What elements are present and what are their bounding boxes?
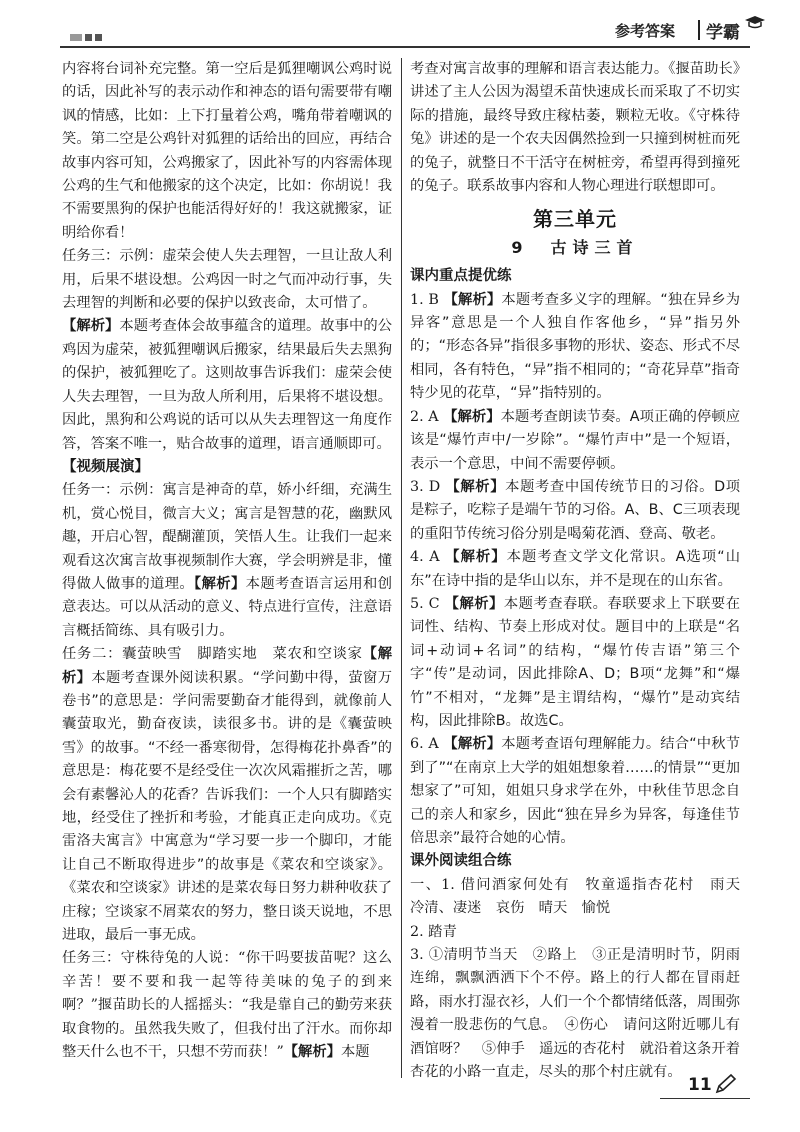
question-answer: 3. D 【解析】本题考查中国传统节日的习俗。D项是粽子，吃粽子是端午节的习俗。A、B、C三项表现的重阳节传统习俗分别是喝菊花酒、登高、敬老。	[410, 478, 741, 542]
unit-title: 第三单元	[533, 207, 617, 232]
question-answer: 1. B 【解析】本题考查多义字的理解。“独在异乡为异客”意思是一个人独自作客他乡，“异”指另外的；“形态各异”指很多事物的形状、姿态、形式不尽相同，各有特色，“异”指不相同的；“奇花异草”指奇特少见的花草，“异”指特别的。	[410, 291, 741, 402]
page-number: 11	[688, 1075, 712, 1095]
column-divider	[401, 58, 402, 1078]
reading-answer: 2. 踏青	[410, 923, 457, 940]
task-two-answer: 任务二：囊萤映雪 脚踏实地 菜农和空谈家【解析】本题考查课外阅读积累。“学问勤中得，萤窗万卷书”的意思是：学问需要勤奋才能得到，就像前人囊萤取光，勤奋夜读，读很多书。讲的是《囊萤映雪》的故事。“不经一番寒彻骨，怎得梅花扑鼻香”的意思是：梅花要不是经受住一次次风霜摧折之苦，哪会有素馨沁人的花香？告诉我们：一个人只有脚踏实地，经受住了挫折和考验，才能真正走向成功。《克雷洛夫寓言》中寓意为“学习要一步一个脚印，才能让自己不断取得进步”的故事是《菜农和空谈家》。《菜农和空谈家》讲述的是菜农每日努力耕种收获了庄稼；空谈家不屑菜农的努力，整日谈天说地，不思进取，最后一事无成。	[62, 646, 393, 944]
lesson-title: 9 古诗三首	[511, 237, 639, 257]
question-answer: 4. A 【解析】本题考查文学文化常识。A选项“山东”在诗中指的是华山以东，并不是现在的山东省。	[410, 549, 741, 589]
inclass-practice-heading: 课内重点提优练	[410, 268, 512, 285]
analysis-tag: 【解析】	[443, 736, 502, 753]
footer-rule	[660, 1098, 750, 1099]
question-answer: 2. A 【解析】本题考查朗读节奏。A项正确的停顿应该是“爆竹声中/一岁除”。“爆竹声中”是一个短语，表示一个意思，中间不需要停顿。	[410, 408, 741, 472]
analysis-tag: 【解析】	[62, 646, 393, 686]
right-column	[410, 58, 755, 1084]
analysis-tag: 【解析】	[62, 318, 120, 335]
analysis-tag: 【解析】	[443, 408, 501, 425]
analysis-tag: 【解析】	[194, 575, 246, 592]
analysis-paragraph: 【解析】本题考查体会故事蕴含的道理。故事中的公鸡因为虚荣，被狐狸嘲讽后搬家，结果最后失去黑狗的保护，被狐狸吃了。这则故事告诉我们：虚荣会使人失去理智，一旦为敌人所利用，后果将不堪设想。因此，黑狗和公鸡说的话可以从失去理智这一角度作答，答案不唯一，贴合故事的道理，语言通顺即可。	[62, 318, 393, 452]
analysis-tag: 【解析】	[443, 291, 502, 308]
outclass-reading-heading: 课外阅读组合练	[410, 853, 512, 870]
left-column	[62, 58, 392, 1064]
task-one-answer: 任务一：示例：寓言是神奇的草，娇小纤细，充满生机，赏心悦目，微言大义；寓言是智慧的花，幽默风趣，开启心智，醍醐灌顶，笑悟人生。让我们一起来观看这次寓言故事视频制作大赛，学会明辨是非，懂得做人做事的道理。【解析】本题考查语言运用和创意表达。可以从活动的意义、特点进行宣传，注意语言概括简练、具有吸引力。	[62, 482, 393, 639]
analysis-continuation: 考查对寓言故事的理解和语言表达能力。《揠苗助长》讲述了主人公因为渴望禾苗快速成长而采取了不切实际的措施，最终导致庄稼枯萎，颗粒无收。《守株待兔》讲述的是一个农夫因偶然捡到一只撞到树桩而死的兔子，就整日不干活守在树桩旁，希望再得到撞死的兔子。联系故事内容和人物心理进行联想即可。	[410, 61, 740, 195]
question-answer: 6. A 【解析】本题考查语句理解能力。结合“中秋节到了”“在南京上大学的姐姐想象着……的情景”“更加想家了”可知，姐姐只身求学在外，中秋佳节思念自己的亲人和家乡，因此“独在异乡为异客，每逢佳节倍思亲”最符合她的心情。	[410, 736, 741, 846]
reading-answer: 一、1. 借问酒家何处有 牧童遥指杏花村 雨天 冷清、凄迷 哀伤 晴天 愉悦	[410, 876, 755, 917]
analysis-tag: 【解析】	[444, 595, 504, 612]
task-three-story-answer: 任务三：守株待兔的人说：“你干吗要拔苗呢？这么辛苦！要不要和我一起等待美味的兔子的到来啊？”揠苗助长的人摇摇头：“我是靠自己的勤劳来获取食物的。虽然我失败了，但我付出了汗水。而你却整天什么也不干，只想不劳而获！”【解析】本题	[62, 950, 392, 1061]
header-label: 参考答案	[615, 22, 676, 40]
analysis-tag: 【解析】	[445, 549, 507, 566]
header-rule	[60, 46, 750, 48]
reading-answer: 3. ①清明节当天 ②路上 ③正是清明时节，阴雨连绵，飘飘洒洒下个不停。路上的行人都在冒雨赶路，雨水打湿衣衫，人们一个个都情绪低落，周围弥漫着一股悲伤的气息。 ④伤心 请问这附近哪儿有酒馆呀？ ⑤伸手 遥远的杏花村 就沿着这条开着杏花的小路一直走，尽头的那个村庄就有。	[410, 947, 740, 1081]
answer-paragraph: 内容将台词补充完整。第一空后是狐狸嘲讽公鸡时说的话，因此补写的表示动作和神态的语句需要带有嘲讽的情感，比如：上下打量着公鸡，嘴角带着嘲讽的笑。第二空是公鸡针对狐狸的话给出的回应，再结合故事内容可知，公鸡搬家了，因此补写的内容需体现公鸡的生气和他搬家的这个决定，比如：你胡说！我不需要黑狗的保护也能活得好好的！我这就搬家，证明给你看！	[62, 61, 392, 241]
analysis-tag: 【解析】	[445, 478, 506, 495]
header-separator	[698, 20, 700, 40]
task-three-answer: 任务三：示例：虚荣会使人失去理智，一旦让敌人利用，后果不堪设想。公鸡因一时之气而冲动行事，失去理智的判断和必要的保护以致丧命，太可惜了。	[62, 248, 392, 312]
header-brand: 学霸	[706, 23, 740, 43]
page-header	[0, 0, 800, 52]
pencil-icon	[714, 1073, 738, 1095]
header-decoration	[70, 34, 102, 41]
question-answer: 5. C 【解析】本题考查春联。春联要求上下联要在词性、结构、节奏上形成对仗。题目中的上联是“名词+动词+名词”的结构，“爆竹传吉语”第三个字“传”是动词，因此排除A、D；B项“龙舞”和“爆竹”不相对，“龙舞”是主谓结构，“爆竹”是动宾结构，因此排除B。故选C。	[410, 595, 741, 729]
graduation-cap-icon	[744, 14, 766, 30]
analysis-tag: 【解析】	[283, 1044, 341, 1061]
video-section-heading: 【视频展演】	[62, 458, 149, 475]
